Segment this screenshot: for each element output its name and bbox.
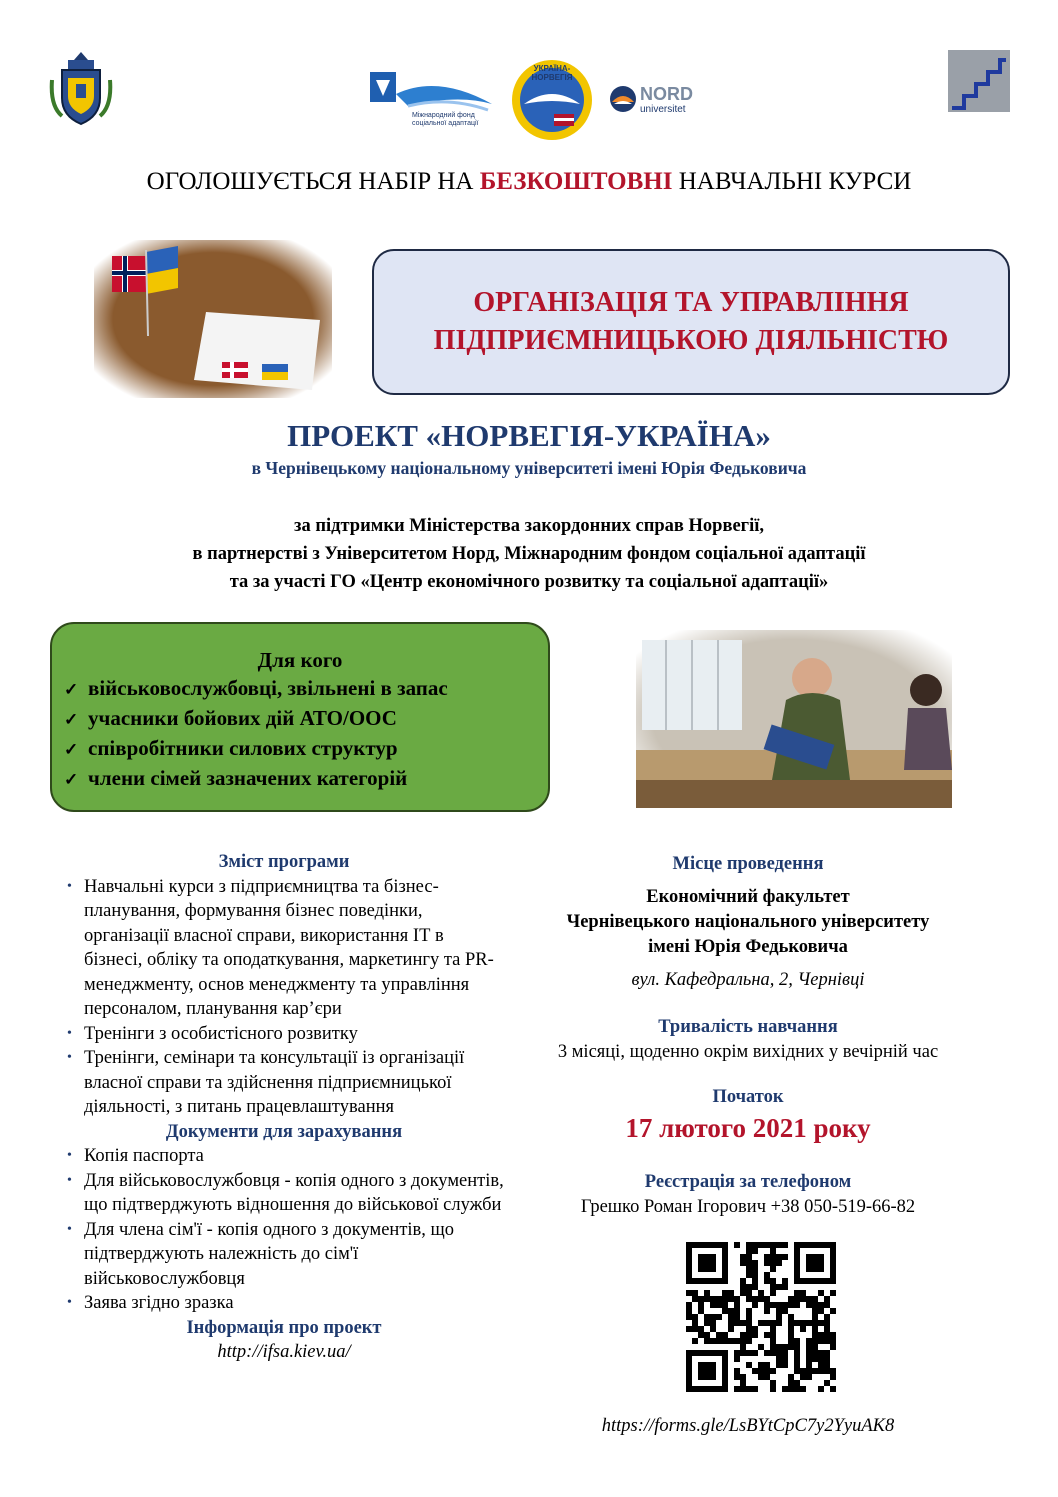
- document-item: • Копія паспорта: [84, 1144, 504, 1169]
- course-title-box: [372, 249, 1010, 395]
- registration-title: Реєстрація за телефоном: [644, 1172, 852, 1192]
- checkmark-icon: ✓: [64, 740, 79, 759]
- document-item: • Заява згідно зразка: [84, 1291, 504, 1316]
- venue-line2: Чернівецького національного університету: [566, 912, 930, 932]
- ifsa-logo: [368, 64, 498, 134]
- document-item: • Для військовослужбовця - копія одного з документів, що підтверджують відношення до військової служби: [84, 1169, 504, 1218]
- announcement-text-before: ОГОЛОШУЄТЬСЯ НАБІР НА: [146, 168, 480, 195]
- venue-line3: імені Юрія Федьковича: [648, 937, 848, 957]
- document-item: • Для члена сім'ї - копія одного з документів, що підтверджують належність до сім'ї військовослужбовця: [84, 1218, 504, 1292]
- audience-item: ✓ члени сімей зазначених категорій: [64, 764, 448, 794]
- stairs-logo: [948, 50, 1010, 112]
- checkmark-icon: ✓: [64, 680, 79, 699]
- info-title: Інформація про проект: [186, 1317, 382, 1338]
- nord-university-logo: [608, 80, 702, 118]
- documents-list: [64, 1144, 504, 1316]
- registration-contact: Грешко Роман Ігорович +38 050-519-66-82: [580, 1197, 916, 1217]
- program-item: • Тренінги, семінари та консультації із організації власної справи та здійснення підприємницької діяльності, з питань працевлаштування: [84, 1046, 504, 1120]
- support-line3: та за участі ГО «Центр економічного розвитку та соціальної адаптації»: [229, 572, 829, 592]
- program-item: • Навчальні курси з підприємництва та бізнес-планування, формування бізнес поведінки, організації власної справи, використання ІТ в бізнесі, обліку та оподаткування, маркетингу та PR-менеджменту, основ менеджменту та управління персоналом, планування кар’єри: [84, 875, 504, 1022]
- start-section: [510, 1085, 986, 1146]
- course-title-line1: ОРГАНІЗАЦІЯ ТА УПРАВЛІННЯ: [473, 287, 909, 318]
- venue-address: вул. Кафедральна, 2, Чернівці: [631, 970, 865, 990]
- project-subtitle: в Чернівецькому національному університеті імені Юрія Федьковича: [251, 458, 807, 478]
- registration-section: [510, 1170, 986, 1220]
- start-title: Початок: [712, 1087, 784, 1107]
- venue-title: Місце проведення: [672, 854, 824, 874]
- ifsa-caption: Міжнародний фонд соціальної адаптації: [412, 112, 479, 127]
- flags-table-photo: [94, 240, 332, 398]
- announcement-highlight: БЕЗКОШТОВНІ: [479, 168, 673, 195]
- project-title: ПРОЕКТ «НОРВЕГІЯ-УКРАЇНА»: [287, 418, 771, 453]
- course-title-line2: ПІДПРИЄМНИЦЬКОЮ ДІЯЛЬНІСТЮ: [433, 325, 949, 356]
- venue-line1: Економічний факультет: [646, 887, 850, 907]
- program-list: [64, 875, 504, 1120]
- support-line2: в партнерстві з Університетом Норд, Міжнародним фондом соціальної адаптації: [192, 544, 866, 564]
- norway-ukraine-logo-text: УКРАЇНА-НОРВЕГІЯ: [531, 64, 573, 82]
- documents-title: Документи для зарахування: [165, 1121, 403, 1142]
- duration-section: [510, 1015, 986, 1065]
- registration-form-link[interactable]: https://forms.gle/LsBYtCpC7y2YyuAK8: [601, 1416, 895, 1436]
- announcement-text-after: НАВЧАЛЬНІ КУРСИ: [672, 168, 912, 195]
- nord-logo-subtext: universitet: [640, 104, 686, 115]
- audience-list: [64, 674, 448, 794]
- venue-section: [510, 852, 986, 993]
- norway-ukraine-logo: [510, 58, 594, 142]
- audience-item: ✓ співробітники силових структур: [64, 734, 448, 764]
- support-statement: [0, 512, 1058, 596]
- duration-text: 3 місяці, щоденно окрім вихідних у вечірній час: [557, 1042, 939, 1062]
- classroom-photo: [636, 630, 952, 808]
- audience-box: [50, 622, 550, 812]
- nord-logo-text: NORD: [640, 84, 693, 104]
- registration-qr-code[interactable]: [686, 1242, 836, 1392]
- audience-item: ✓ військовослужбовці, звільнені в запас: [64, 674, 448, 704]
- support-line1: за підтримки Міністерства закордонних справ Норвегії,: [294, 516, 764, 536]
- audience-item: ✓ учасники бойових дій АТО/ООС: [64, 704, 448, 734]
- announcement-headline: [0, 168, 1058, 196]
- duration-title: Тривалість навчання: [658, 1017, 838, 1037]
- start-date: 17 лютого 2021 року: [625, 1113, 871, 1143]
- project-info-link[interactable]: http://ifsa.kiev.ua/: [217, 1342, 351, 1362]
- program-item: • Тренінги з особистісного розвитку: [84, 1022, 504, 1047]
- checkmark-icon: ✓: [64, 710, 79, 729]
- program-title: Зміст програми: [218, 852, 350, 872]
- audience-title: Для кого: [257, 648, 343, 672]
- left-column: [64, 850, 504, 1365]
- checkmark-icon: ✓: [64, 770, 79, 789]
- university-crest-logo: [48, 50, 114, 128]
